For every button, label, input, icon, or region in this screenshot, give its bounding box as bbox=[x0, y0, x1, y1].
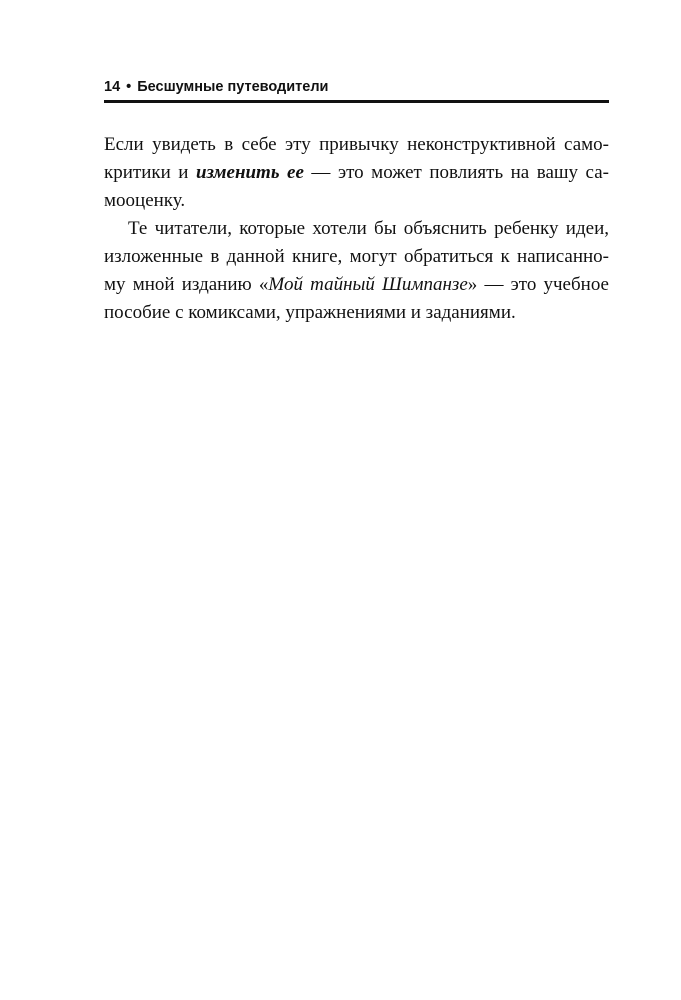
line-text: » — это учебное bbox=[467, 274, 609, 295]
line-text: — это может повлиять на вашу са- bbox=[303, 162, 609, 183]
line-text: критики и bbox=[104, 162, 196, 183]
book-title-reference: Мой тайный Шимпанзе bbox=[268, 274, 468, 295]
paragraph-1-line-2 bbox=[104, 159, 609, 187]
page-number: 14 bbox=[104, 79, 121, 95]
paragraph-2-line-4: пособие с комиксами, упражнениями и заданиями. bbox=[104, 302, 516, 323]
paragraph-1 bbox=[104, 131, 609, 215]
header-separator: • bbox=[126, 79, 132, 95]
header-rule bbox=[104, 100, 609, 103]
paragraph-1-line-1: Если увидеть в себе эту привычку неконструктивной само- bbox=[104, 134, 609, 155]
body-text bbox=[104, 131, 609, 327]
paragraph-2 bbox=[104, 215, 609, 327]
paragraph-2-line-3 bbox=[104, 271, 609, 299]
book-title: Бесшумные путеводители bbox=[137, 79, 329, 95]
line-text: му мной изданию « bbox=[104, 274, 269, 295]
running-head bbox=[104, 78, 609, 96]
paragraph-2-line-2: изложенные в данной книге, могут обратиться к написанно- bbox=[104, 246, 609, 267]
paragraph-1-line-3: мооценку. bbox=[104, 190, 186, 211]
emphasis-text: изменить ее bbox=[195, 162, 304, 183]
paragraph-2-line-1: Те читатели, которые хотели бы объяснить ребенку идеи, bbox=[128, 218, 609, 239]
